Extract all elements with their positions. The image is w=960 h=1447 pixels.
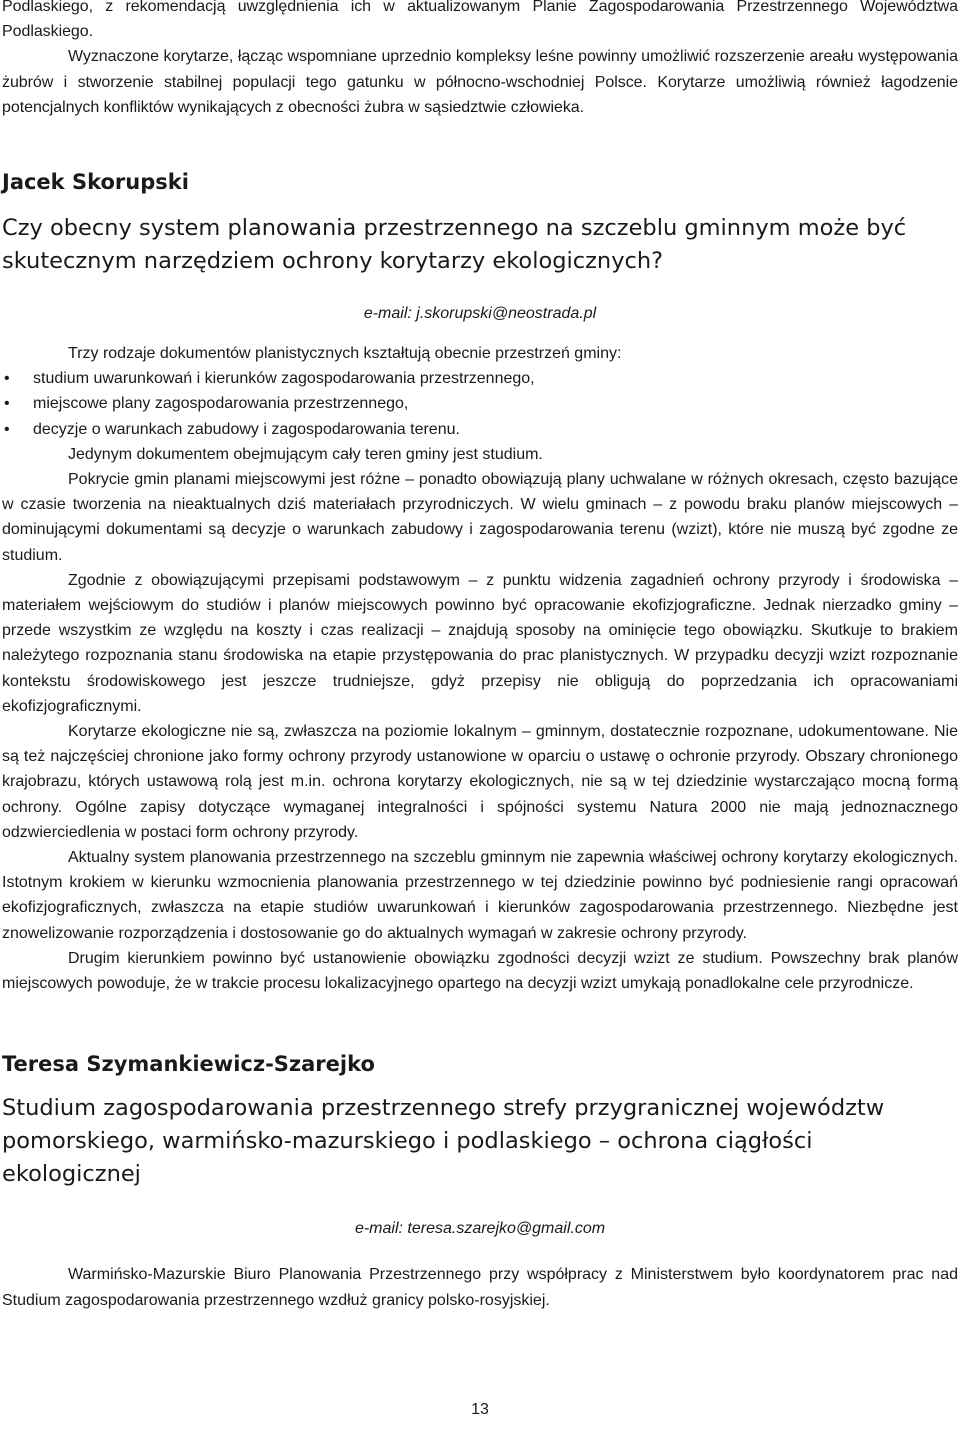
author-email: e-mail: j.skorupski@neostrada.pl	[363, 305, 597, 323]
author-name: Teresa Szymankiewicz-Szarejko	[2, 1052, 375, 1077]
body-paragraph: Pokrycie gmin planami miejscowymi jest różne – ponadto obowiązują plany uchwalane w różnych okresach, często bazujące w czasie tworzenia na nieaktualnych dziś materiałach przyrodniczych. W wielu gminach – z powodu braku planów miejscowych – dominującymi dokumentami są decyzje o warunkach zabudowy i zagospodarowania terenu (wzizt), które nie muszą być zgodne ze studium.	[2, 471, 958, 564]
intro-paragraph: Trzy rodzaje dokumentów planistycznych kształtują obecnie przestrzeń gminy:	[68, 345, 622, 363]
body-paragraph: Warmińsko-Mazurskie Biuro Planowania Przestrzennego przy współpracy z Ministerstwem było koordynatorem prac nad Studium zagospodarowania przestrzennego wzdłuż granicy polsko-rosyjskiej.	[2, 1266, 958, 1309]
body-paragraph: Aktualny system planowania przestrzennego na szczeblu gminnym nie zapewnia właściwej ochrony korytarzy ekologicznych. Istotnym krokiem w kierunku wzmocnienia planowania przestrzennego w tej dziedzinie powinno być podniesienie rangi opracowań ekofizjograficznych, zwłaszcza na etapie studiów uwarunkowań i kierunków zagospodarowania przestrzennego. Niezbędne jest znowelizowanie rozporządzenia i dostosowanie go do aktualnych wymagań w zakresie ochrony przyrody.	[2, 849, 958, 942]
carryover-paragraph: Wyznaczone korytarze, łącząc wspomniane uprzednio kompleksy leśne powinny umożliwić rozszerzenie areału występowania żubrów i stworzenie stabilnej populacji tego gatunku w północno-wschodniej Polsce. Korytarze umożliwią również łagodzenie potencjalnych konfliktów wynikających z obecności żubra w sąsiedztwie człowieka.	[2, 48, 958, 116]
bullet-icon: •	[4, 370, 10, 388]
body-paragraph: Drugim kierunkiem powinno być ustanowienie obowiązku zgodności decyzji wzizt ze studium. Powszechny brak planów miejscowych powoduje, że w trakcie procesu lokalizacyjnego opartego na decyzji wzizt umykają ponadlokalne cele przyrodnicze.	[2, 949, 958, 993]
body-paragraph: Jedynym dokumentem obejmującym cały teren gminy jest studium.	[68, 445, 543, 463]
abstract-title: Studium zagospodarowania przestrzennego strefy przygranicznej województw pomorskiego, warmińsko-mazurskiego i podlaskiego – ochrona ciągłości ekologicznej	[2, 1095, 885, 1188]
body-paragraph: Zgodnie z obowiązującymi przepisami podstawowym – z punktu widzenia zagadnień ochrony przyrody i środowiska – materiałem wejściowym do studiów i planów miejscowych powinno być opracowanie ekofizjograficzne. Jednak nierzadko gminy – przede wszystkim ze względu na koszty i czas realizacji – znajdują sposoby na ominięcie tego obowiązku. Skutkuje to brakiem należytego rozpoznania stanu środowiska na etapie przystępowania do prac planistycznych. W przypadku decyzji wzizt rozpoznanie kontekstu środowiskowego jest jeszcze trudniejsze, gdyż przepisy nie obligują do poprzedzania ich opracowaniami ekofizjograficznymi.	[2, 571, 958, 715]
carryover-text	[2, 0, 958, 120]
body-paragraph: Korytarze ekologiczne nie są, zwłaszcza na poziomie lokalnym – gminnym, dostatecznie rozpoznane, udokumentowane. Nie są też najczęściej chronione jako formy ochrony przyrody ustanowione w oparciu o ustawę o ochronie przyrody. Obszary chronionego krajobrazu, których ustawową rolą jest m.in. ochrona korytarzy ekologicznych, nie są w tej dziedzinie wystarczająco mocną formą ochrony. Ogólne zapisy dotyczące wymaganej integralności i spójności systemu Natura 2000 nie mają jednoznacznego odzwierciedlenia w postaci form ochrony przyrody.	[2, 723, 958, 841]
list-item: • decyzje o warunkach zabudowy i zagospodarowania terenu.	[2, 417, 958, 442]
author-name: Jacek Skorupski	[2, 170, 189, 195]
abstract-skorupski	[2, 168, 958, 996]
author-email: e-mail: teresa.szarejko@gmail.com	[354, 1220, 606, 1238]
page-number: 13	[471, 1401, 489, 1418]
abstract-title: Czy obecny system planowania przestrzennego na szczeblu gminnym może być skutecznym narzędziem ochrony korytarzy ekologicznych?	[2, 215, 907, 275]
document-types-list	[2, 366, 958, 442]
bullet-icon: •	[4, 420, 10, 438]
bullet-icon: •	[4, 395, 10, 413]
list-item: • studium uwarunkowań i kierunków zagospodarowania przestrzennego,	[2, 366, 958, 391]
carryover-paragraph: Podlaskiego, z rekomendacją uwzględnienia ich w aktualizowanym Planie Zagospodarowania Przestrzennego Województwa Podlaskiego.	[2, 0, 958, 41]
abstract-szymankiewicz	[2, 1050, 958, 1312]
list-item: • miejscowe plany zagospodarowania przestrzennego,	[2, 391, 958, 416]
